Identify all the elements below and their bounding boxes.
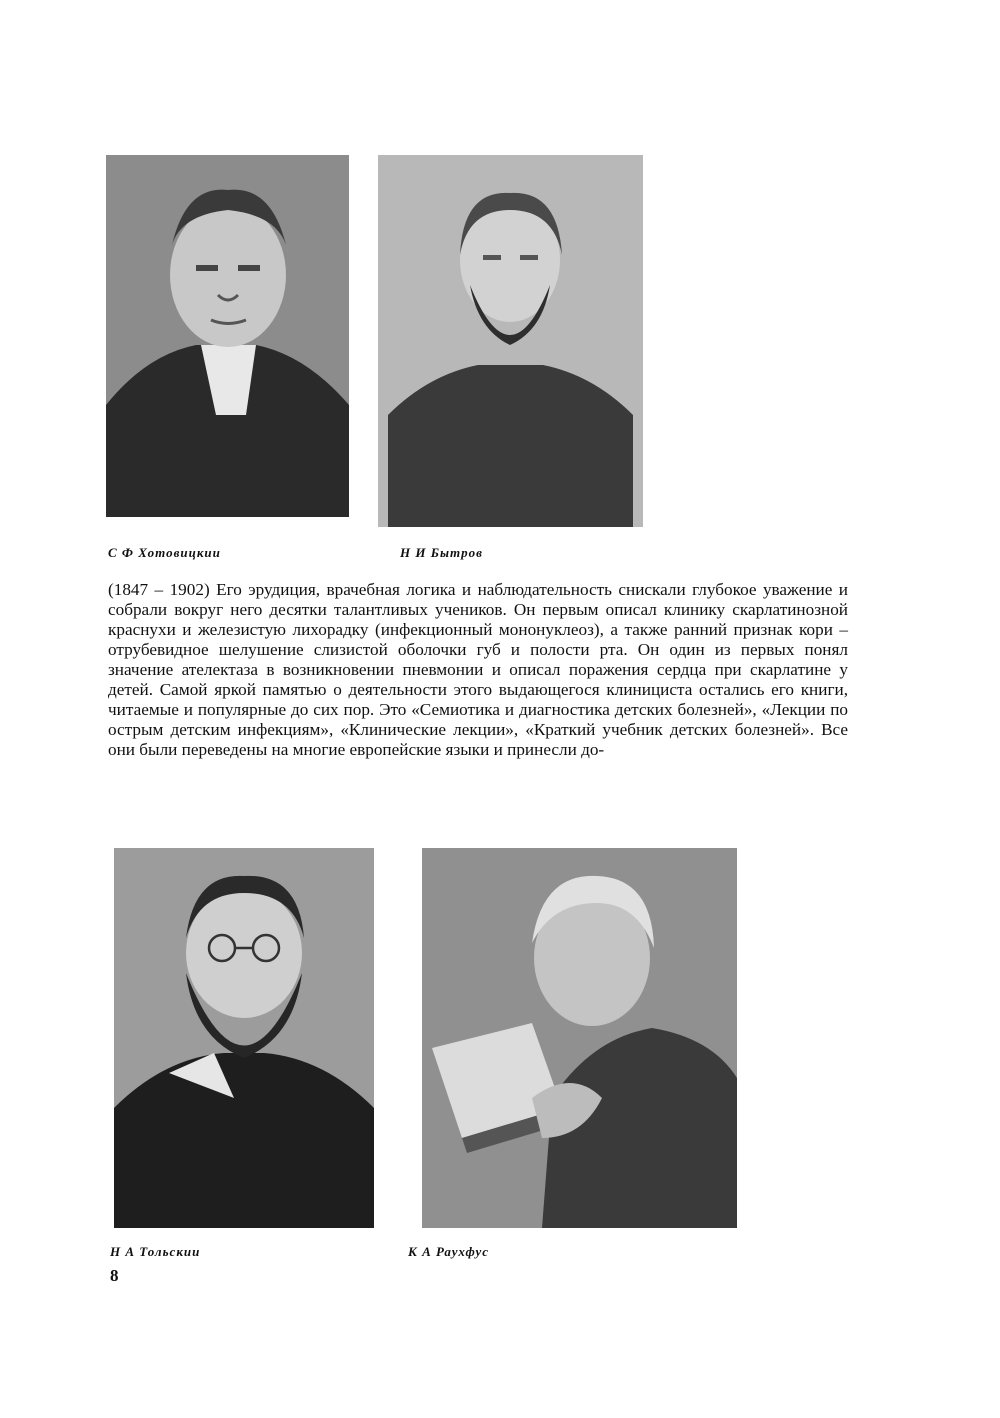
portrait-bystrov bbox=[378, 155, 643, 527]
caption-raukhfus: К А Раухфус bbox=[408, 1244, 490, 1259]
portrait-khotovitsky bbox=[106, 155, 349, 517]
portrait-tolsky bbox=[114, 848, 374, 1228]
portrait-raukhfus bbox=[422, 848, 737, 1228]
caption-bystrov: Н И Бытров bbox=[400, 545, 483, 560]
page-number: 8 bbox=[110, 1266, 119, 1285]
portrait-khotovitsky-image bbox=[106, 155, 349, 517]
caption-tolsky: Н А Тольскии bbox=[110, 1244, 201, 1259]
portrait-raukhfus-image bbox=[422, 848, 737, 1228]
caption-khotovitsky: С Ф Хотовицкии bbox=[108, 545, 221, 560]
body-text bbox=[108, 580, 848, 760]
portrait-tolsky-image bbox=[114, 848, 374, 1228]
body-paragraph: (1847 – 1902) Его эрудиция, врачебная логика и наблюдательность снискали глубокое уважение и собрали вокруг него десятки талантливых учеников. Он первым описал клинику скарлатинозной краснухи и железистую лихорадку (инфекционный мононуклеоз), а также ранний признак кори – отрубевидное шелушение слизистой оболочки губ и полости рта. Он один из первых понял значение ателектаза в возникновении пневмонии и описал поражения сердца при скарлатине у детей. Самой яркой памятью о деятельности этого выдающегося клинициста остались его книги, читаемые и популярные до сих пор. Это «Семиотика и диагностика детских болезней», «Лекции по острым детским инфекциям», «Клинические лекции», «Краткий учебник детских болезней». Все они были переведены на многие европейские языки и принесли до- bbox=[108, 580, 848, 759]
portrait-bystrov-image bbox=[378, 155, 643, 527]
